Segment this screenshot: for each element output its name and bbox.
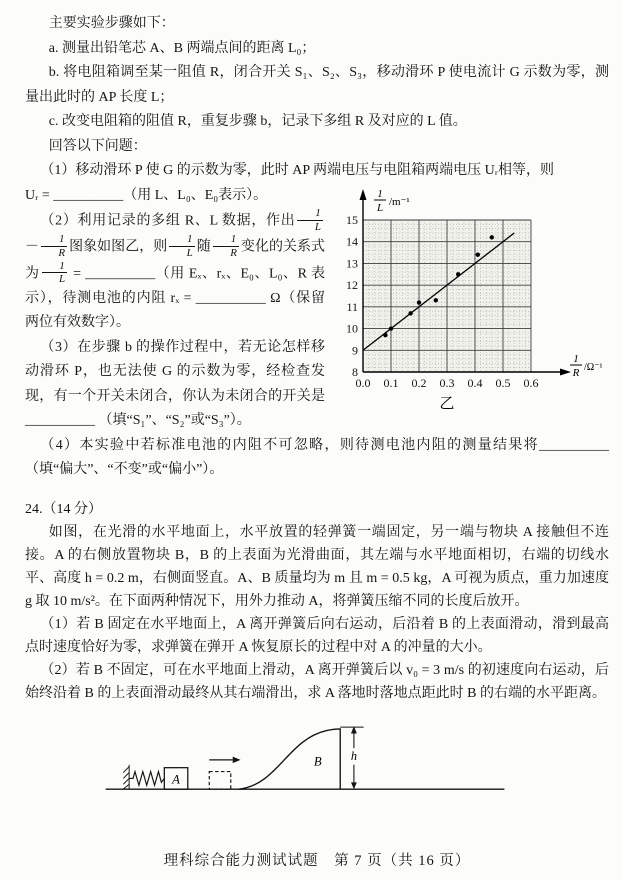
data-point (476, 252, 480, 256)
data-point (408, 311, 412, 315)
q24-intro: 如图，在光滑的水平地面上，水平放置的轻弹簧一端固定，另一端与物块 A 接触但不连接。A 的右侧放置物块 B，B 的上表面为光滑曲面，其左端与水平地面相切，右端的切线水平、高度 h = 0.2 m，右侧面竖直。A、B 质量均为 m 且 m = 0.5 kg，A 可视为质点，重力加速度 g 取 10 m/s²。在下面两种情况下，用外力推动 A，将弹簧压缩不同的长度后放开。 (25, 524, 609, 609)
q23-part2-seg3: 图象如图乙，则 (69, 239, 168, 255)
q23-step-a: a. 测量出铅笔芯 A、B 两端点间的距离 L₀； (48, 40, 316, 56)
q24-part2: （2）若 B 不固定，可在水平地面上滑动，A 离开弹簧后以 v₀ = 3 m/s 的初速度向右运动，后始终沿着 B 的上表面滑动最终从其右端滑出，求 A 落地时落地点距此时 B 的右端的水平距离。 (25, 662, 609, 701)
question-24-section (25, 498, 609, 802)
question-23-section (25, 12, 609, 483)
fraction-denominator: R (58, 246, 66, 259)
x-tick-label: 0.6 (523, 375, 539, 390)
y-axis-arrow-icon (360, 189, 367, 200)
spring (129, 771, 164, 785)
fraction-numerator: 1 (169, 233, 195, 247)
fraction-1-over-L (297, 207, 323, 233)
wall-hatching (123, 765, 129, 789)
q23-step-c: c. 改变电阻箱的阻值 R，重复步骤 b，记录下多组 R 及对应的 L 值。 (48, 114, 467, 129)
block-a-label: A (172, 772, 180, 787)
q24-part1: （1）若 B 固定在水平地面上，A 离开弹簧后向右运动，后沿着 B 的上表面滑动，滑到最高点时速度恰好为零，求弹簧在弹开 A 恢复原长的过程中对 A 的冲量的大小。 (25, 616, 609, 655)
fraction-1-over-R (213, 233, 239, 259)
y-axis-label-unit: /m⁻¹ (389, 195, 410, 208)
fraction-numerator: 1 (213, 233, 239, 247)
q23-part2-seg2: － (25, 239, 39, 255)
y-tick-label: 12 (346, 277, 358, 292)
block-b-label: B (313, 754, 322, 769)
chart-svg (333, 184, 609, 412)
q23-part2-seg5: 变化的关系式为 (25, 239, 326, 281)
ghost-block (209, 771, 230, 789)
velocity-arrow-icon (209, 756, 240, 762)
x-tick-label: 0.3 (439, 375, 455, 390)
y-tick-label: 10 (346, 321, 358, 336)
fraction-denominator: L (186, 246, 193, 259)
fraction-numerator: 1 (42, 260, 68, 274)
fraction-1-over-L (42, 260, 68, 286)
fraction-denominator: L (58, 273, 66, 286)
y-tick-label: 15 (346, 212, 358, 227)
q23-part1-line1: （1）移动滑环 P 使 G 的示数为零，此时 AP 两端电压与电阻箱两端电压 Uᵣ相等，则 (40, 163, 554, 178)
fraction-1-over-R (41, 233, 67, 259)
block-b-curve (239, 729, 341, 789)
data-point (456, 272, 460, 276)
fraction-1-over-L (169, 233, 195, 259)
y-tick-label: 11 (346, 299, 358, 314)
x-tick-label: 0.1 (383, 375, 399, 390)
x-axis-label-denominator: R (572, 366, 580, 379)
data-point (389, 326, 393, 330)
y-tick-label: 14 (346, 234, 358, 249)
x-axis-label-numerator: 1 (573, 352, 579, 365)
data-point (383, 332, 387, 336)
q24-number: 24.（14 分） (25, 501, 102, 517)
x-tick-label: 0.0 (355, 375, 371, 390)
q23-part3: （3）在步骤 b 的操作过程中，若无论怎样移动滑环 P，也无法使 G 的示数为零，经检查发现，有一个开关未闭合，你认为未闭合的开关是__________ （填“S₁”、“S₂”或“S₃”）。 (25, 339, 325, 429)
y-tick-label: 13 (346, 255, 358, 270)
q23-step-b: b. 将电阻箱调至某一阻值 R，闭合开关 S₁、S₂、S₃，移动滑环 P 使电流计 G 示数为零，测量出此时的 AP 长度 L； (25, 65, 609, 105)
q23-part2-seg6: = __________（用 Eₓ、rₓ、E₀、L₀、R 表示），待测电池的内阻 rₓ = __________ Ω（保留两位有效数字）。 (25, 265, 326, 331)
x-tick-label: 0.2 (411, 375, 427, 390)
q23-part2-seg4: 随 (196, 239, 211, 255)
fraction-numerator: 1 (297, 207, 323, 221)
y-axis-label-denominator: L (376, 201, 384, 214)
figure-caption-yi: 乙 (439, 395, 455, 412)
fraction-denominator: L (314, 220, 321, 233)
x-axis-arrow-icon (560, 368, 571, 375)
q23-part1-line2: Uᵣ = __________（用 L、L₀、E₀表示）。 (25, 187, 268, 203)
q23-part4: （4）本实验中若标准电池的内阻不可忽略，则待测电池内阻的测量结果将__________（填“偏大”、“不变”或“偏小”）。 (25, 437, 609, 478)
q23-part2-seg1: （2）利用记录的多组 R、L 数据，作出 (40, 213, 296, 229)
data-point (434, 298, 438, 302)
q23-intro: 主要实验步骤如下： (48, 16, 175, 31)
data-point (417, 300, 421, 304)
q23-answer-prompt: 回答以下问题： (48, 138, 147, 154)
x-axis-label-unit: /Ω⁻¹ (584, 361, 603, 373)
x-tick-label: 0.4 (467, 375, 483, 390)
fraction-denominator: R (230, 246, 237, 259)
page-footer: 理科综合能力测试试题 第 7 页（共 16 页） (163, 853, 471, 869)
y-tick-label: 9 (352, 342, 358, 357)
height-h-label: h (350, 748, 357, 763)
mechanics-figure (97, 711, 609, 802)
x-tick-label: 0.5 (495, 375, 511, 390)
graph-figure-yi (333, 184, 609, 412)
y-axis-label-numerator: 1 (377, 187, 383, 200)
fraction-numerator: 1 (41, 233, 67, 247)
data-point (490, 235, 494, 239)
y-tick-label: 8 (352, 364, 358, 379)
mechanics-figure-svg (97, 711, 517, 797)
